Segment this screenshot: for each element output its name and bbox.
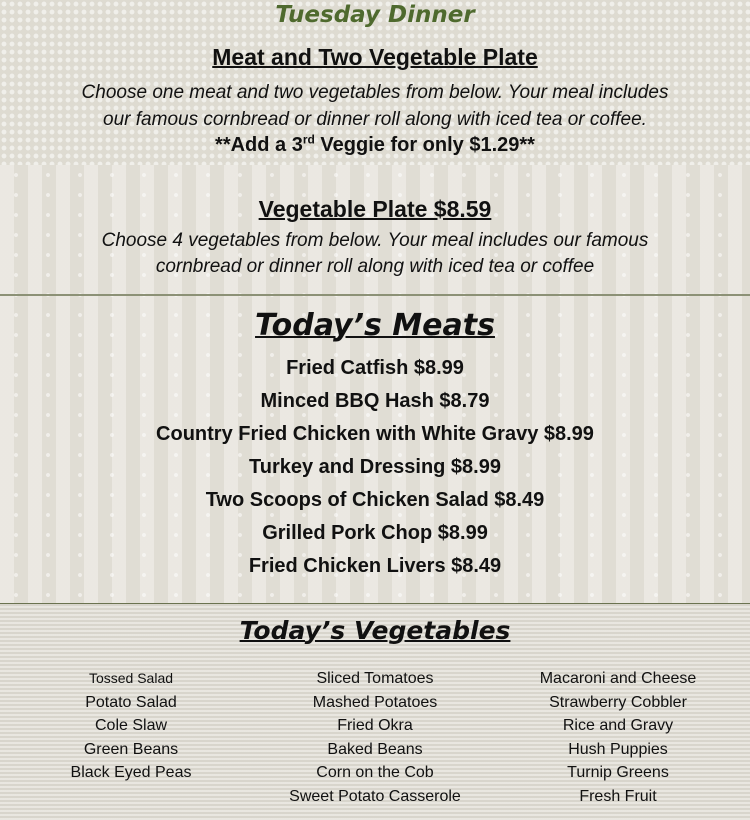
vegetable-item: Sweet Potato Casserole: [289, 787, 461, 805]
vegetables-column-1: [40, 667, 222, 785]
addon-superscript: rd: [302, 132, 315, 147]
meats-list: [0, 352, 750, 583]
vegetable-item: Potato Salad: [85, 693, 177, 711]
meat-plate-description-line2: our famous cornbread or dinner roll along with iced tea or coffee.: [103, 109, 647, 130]
vegetable-plate-description-line1: Choose 4 vegetables from below. Your meal includes our famous: [101, 230, 649, 251]
meat-item: Minced BBQ Hash $8.79: [260, 390, 490, 412]
vegetable-item: Turnip Greens: [567, 764, 669, 781]
vegetable-item: Green Beans: [83, 740, 179, 758]
meat-item: Fried Chicken Livers $8.49: [248, 555, 502, 577]
meat-item: Turkey and Dressing $8.99: [249, 456, 501, 478]
vegetable-item: Cole Slaw: [94, 717, 168, 734]
vegetable-item: Macaroni and Cheese: [539, 670, 697, 687]
vegetable-item: Fried Okra: [337, 717, 413, 734]
addon-suffix: Veggie for only $1.29**: [314, 134, 535, 156]
vegetable-item: Fresh Fruit: [579, 787, 657, 805]
divider-line: [0, 603, 750, 604]
addon-prefix: **Add a 3: [215, 134, 303, 156]
meat-item: Fried Catfish $8.99: [286, 357, 464, 379]
vegetable-item: Tossed Salad: [88, 670, 174, 686]
vegetable-item: Rice and Gravy: [562, 717, 674, 734]
vegetable-item: Mashed Potatoes: [312, 693, 438, 711]
vegetables-column-3: [518, 667, 718, 808]
vegetables-column-2: [265, 667, 485, 808]
vegetable-item: Corn on the Cob: [316, 764, 434, 781]
meats-section-title: Today’s Meats: [255, 308, 495, 343]
page-title: Tuesday Dinner: [275, 2, 475, 28]
meat-plate-description-line1: Choose one meat and two vegetables from below. Your meal includes: [81, 82, 669, 103]
vegetable-item: Sliced Tomatoes: [316, 670, 434, 687]
meat-item: Country Fried Chicken with White Gravy $8.99: [156, 423, 594, 445]
vegetable-item: Hush Puppies: [568, 740, 668, 758]
meat-plate-heading: Meat and Two Vegetable Plate: [212, 44, 538, 70]
vegetables-section-title: Today’s Vegetables: [239, 616, 511, 645]
meat-item: Two Scoops of Chicken Salad $8.49: [205, 489, 545, 511]
vegetable-item: Black Eyed Peas: [70, 764, 192, 781]
vegetable-plate-heading: Vegetable Plate $8.59: [258, 196, 492, 222]
meat-item: Grilled Pork Chop $8.99: [262, 522, 488, 544]
vegetable-item: Strawberry Cobbler: [549, 693, 687, 711]
vegetable-plate-description-line2: cornbread or dinner roll along with iced tea or coffee: [155, 256, 595, 277]
add-veggie-offer: [0, 134, 750, 157]
vegetable-item: Baked Beans: [327, 740, 423, 758]
divider-line: [0, 294, 750, 296]
